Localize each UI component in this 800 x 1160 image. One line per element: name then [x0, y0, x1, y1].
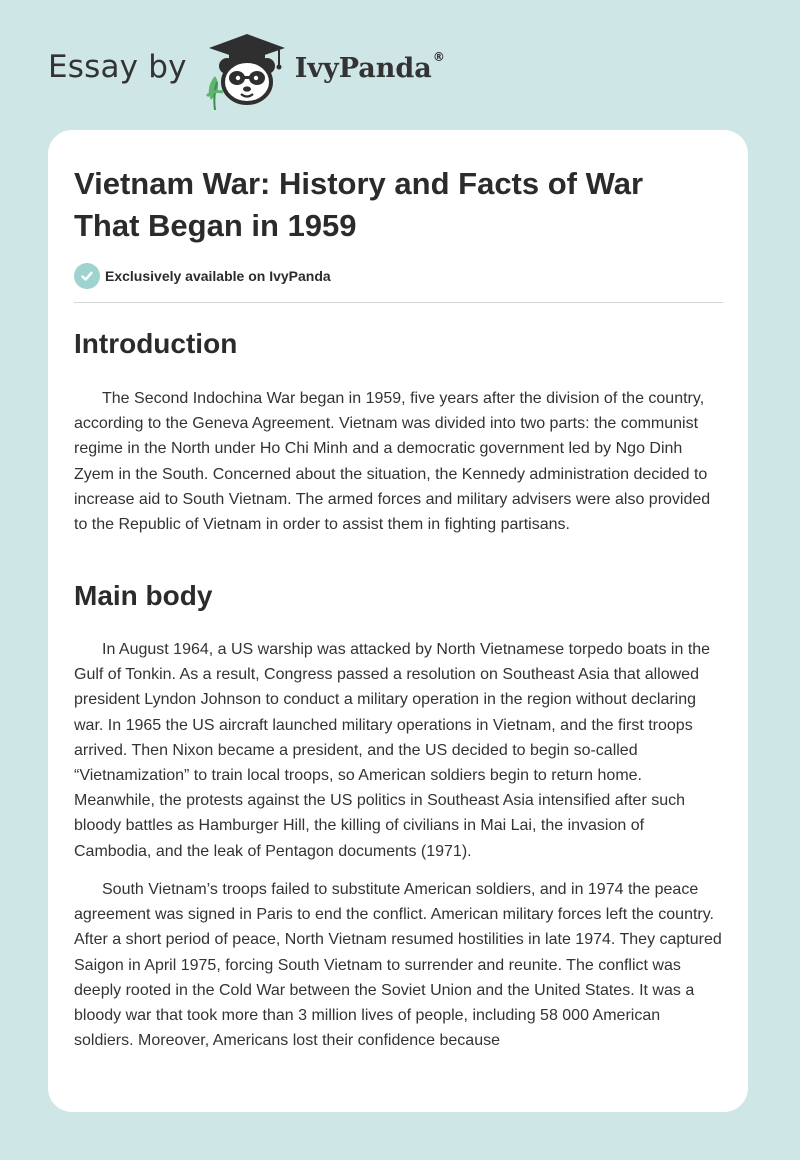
panda-graduate-logo-icon[interactable]: [201, 30, 293, 110]
page-title: Vietnam War: History and Facts of War That Began in 1959: [74, 166, 644, 243]
section-heading-introduction: Introduction: [74, 328, 238, 359]
section-heading-main-body: Main body: [74, 580, 213, 611]
paragraph-main-body-1: In August 1964, a US warship was attacked by North Vietnamese torpedo boats in the Gulf of Tonkin. As a result, Congress passed a resolution on Southeast Asia that allowed president Lyndon Johnson to conduct a military operation in the region without declaring war. In 1965 the US aircraft launched military operations in Vietnam, and the first troops arrived. Then Nixon became a president, and the US decided to begin so-called “Vietnamization” to train local troops, so American soldiers begin to return home. Meanwhile, the protests against the US politics in Southeast Asia intensified after such bloody battles as Hamburger Hill, the killing of civilians in Mai Lai, the invasion of Cambodia, and the leak of Pentagon documents (1971).: [74, 641, 711, 860]
brand-text: IvyPanda: [294, 52, 432, 84]
paragraph-introduction: The Second Indochina War began in 1959, five years after the division of the country, according to the Geneva Agreement. Vietnam was divided into two parts: the communist regime in the North under Ho Chi Minh and a democratic government led by Ngo Dinh Zyem in the South. Concerned about the situation, the Kennedy administration decided to increase aid to South Vietnam. The armed forces and military advisers were also provided to the Republic of Vietnam in order to assist them in fighting partisans.: [74, 390, 711, 534]
article-card: [48, 130, 748, 1112]
brand-name[interactable]: [294, 49, 445, 84]
essay-by-label: Essay by: [48, 49, 187, 85]
divider: [74, 302, 723, 303]
exclusive-badge: [74, 263, 331, 289]
site-header: [48, 30, 445, 110]
exclusive-badge-text: Exclusively available on IvyPanda: [105, 268, 331, 284]
paragraph-main-body-2: South Vietnam’s troops failed to substitute American soldiers, and in 1974 the peace agreement was signed in Paris to end the conflict. American military forces left the country. After a short period of peace, North Vietnam resumed hostilities in late 1974. They captured Saigon in April 1975, forcing South Vietnam to surrender and reunite. The conflict was deeply rooted in the Cold War between the Soviet Union and the United States. It was a bloody war that took more than 3 million lives of people, including 58 000 American soldiers. Moreover, Americans lost their confidence because: [74, 881, 722, 1050]
registered-mark: ®: [432, 49, 445, 64]
check-circle-icon: [74, 263, 100, 289]
